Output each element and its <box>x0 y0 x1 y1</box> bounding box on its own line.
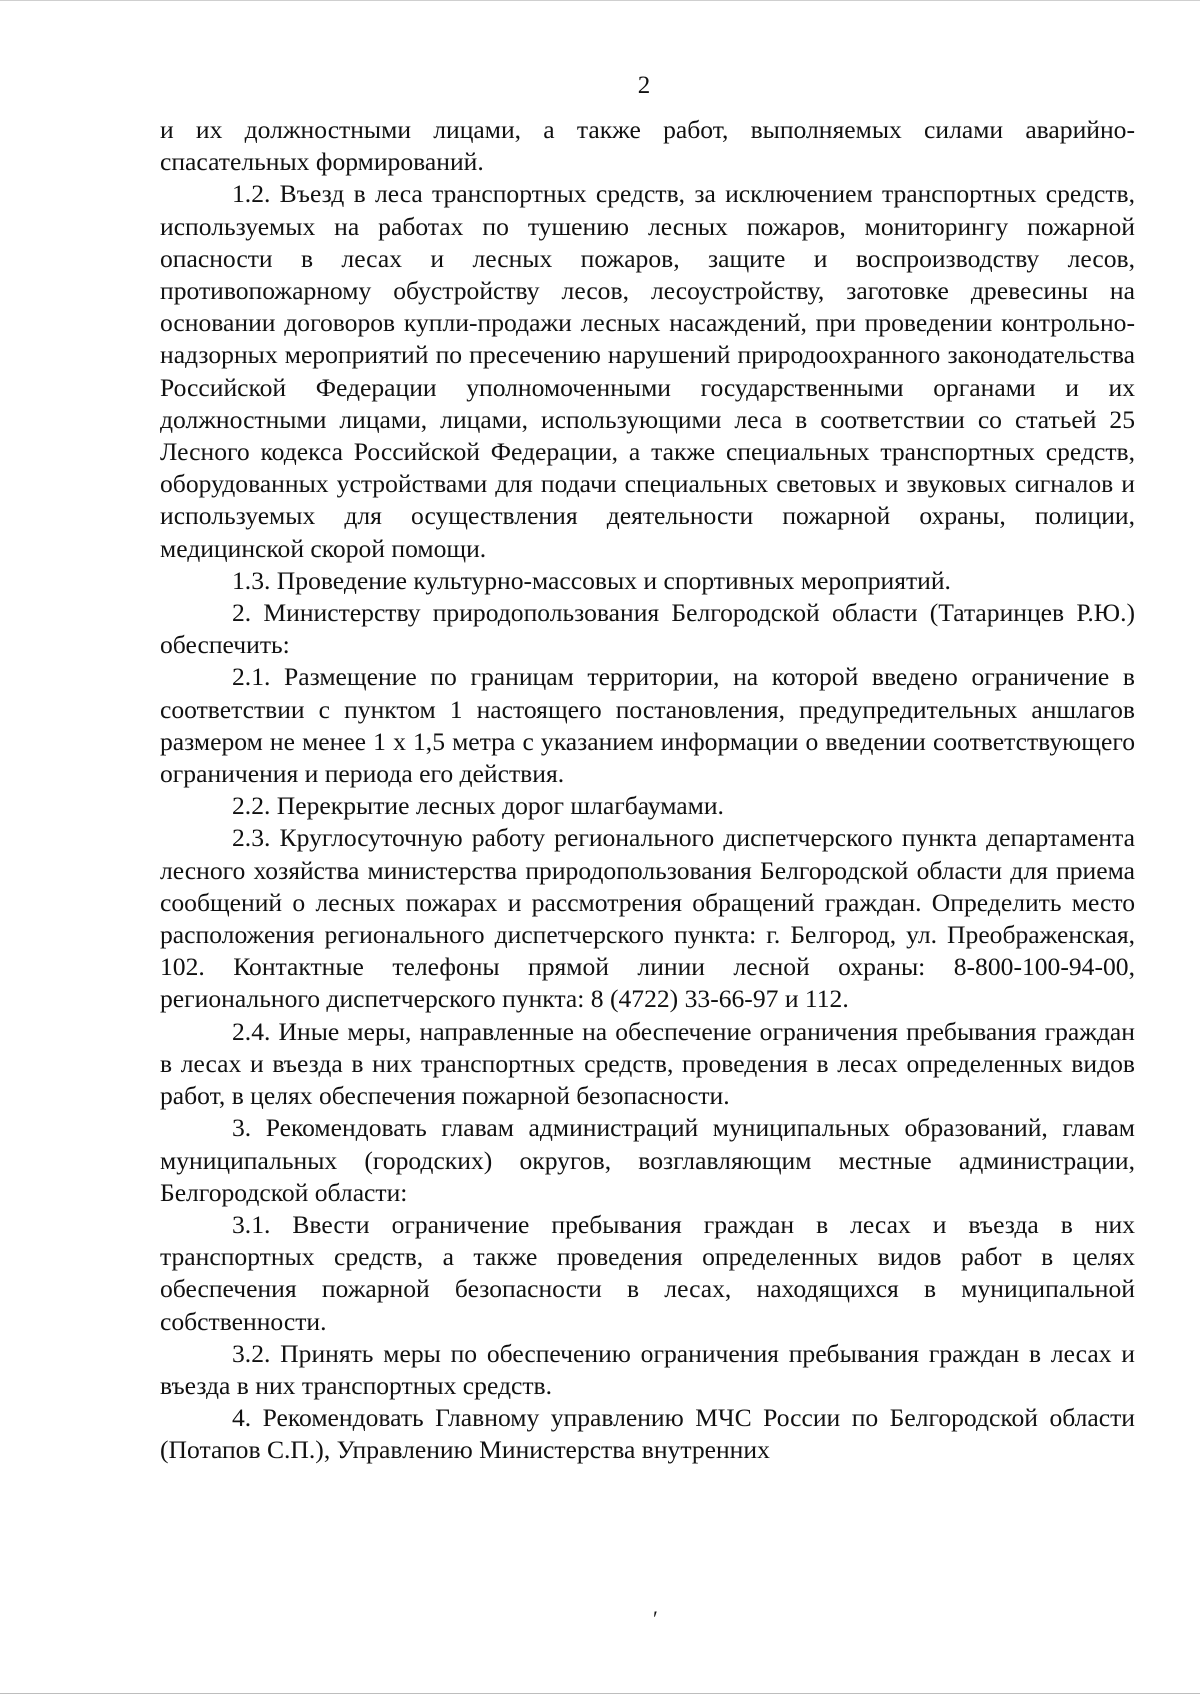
paragraph: 3.2. Принять меры по обеспечению ограничения пребывания граждан в лесах и въезда в них транспортных средств. <box>160 1338 1135 1400</box>
document-body <box>160 114 1135 1467</box>
paragraph: 2.4. Иные меры, направленные на обеспечение ограничения пребывания граждан в лесах и въезда в них транспортных средств, проведения в лесах определенных видов работ, в целях обеспечения пожарной безопасности. <box>160 1016 1135 1111</box>
scan-mark: ′ <box>653 1606 658 1631</box>
paragraph: 2. Министерству природопользования Белгородской области (Татаринцев Р.Ю.) обеспечить: <box>160 598 1135 660</box>
scan-edge-top <box>0 0 1200 1</box>
paragraph: 2.3. Круглосуточную работу регионального диспетчерского пункта департамента лесного хозяйства министерства природопользования Белгородской области для приема сообщений о лесных пожарах и рассмотрения обращений граждан. Определить место расположения регионального диспетчерского пункта: г. Белгород, ул. Преображенская, 102. Контактные телефоны прямой линии лесной охраны: 8-800-100-94-00, регионального диспетчерского пункта: 8 (4722) 33-66-97 и 112. <box>160 823 1135 1014</box>
paragraph: 1.2. Въезд в леса транспортных средств, за исключением транспортных средств, используемых на работах по тушению лесных пожаров, мониторингу пожарной опасности в лесах и лесных пожаров, защите и воспроизводству лесов, противопожарному обустройству лесов, лесоустройству, заготовке древесины на основании договоров купли-продажи лесных насаждений, при проведении контрольно-надзорных мероприятий по пресечению нарушений природоохранного законодательства Российской Федерации уполномоченными государственными органами и их должностными лицами, лицами, использующими леса в соответствии со статьей 25 Лесного кодекса Российской Федерации, а также специальных транспортных средств, оборудованных устройствами для подачи специальных световых и звуковых сигналов и используемых для осуществления деятельности пожарной охраны, полиции, медицинской скорой помощи. <box>160 179 1135 563</box>
paragraph: 4. Рекомендовать Главному управлению МЧС России по Белгородской области (Потапов С.П.), Управлению Министерства внутренних <box>160 1403 1135 1465</box>
paragraph: 3. Рекомендовать главам администраций муниципальных образований, главам муниципальных (городских) округов, возглавляющим местные администрации, Белгородской области: <box>160 1113 1135 1207</box>
paragraph: 3.1. Ввести ограничение пребывания граждан в лесах и въезда в них транспортных средств, а также проведения определенных видов работ в целях обеспечения пожарной безопасности в лесах, находящихся в муниципальной собственности. <box>160 1209 1135 1336</box>
scan-edge-bottom <box>0 1693 1200 1694</box>
paragraph: 2.2. Перекрытие лесных дорог шлагбаумами. <box>232 791 724 821</box>
paragraph: 1.3. Проведение культурно-массовых и спортивных мероприятий. <box>232 565 951 595</box>
page-number: 2 <box>637 72 651 99</box>
paragraph: и их должностными лицами, а также работ, выполняемых силами аварийно-спасательных формирований. <box>160 115 1135 177</box>
paragraph: 2.1. Размещение по границам территории, на которой введено ограничение в соответствии с пунктом 1 настоящего постановления, предупредительных аншлагов размером не менее 1 х 1,5 метра с указанием информации о введении соответствующего ограничения и периода его действия. <box>160 662 1135 789</box>
